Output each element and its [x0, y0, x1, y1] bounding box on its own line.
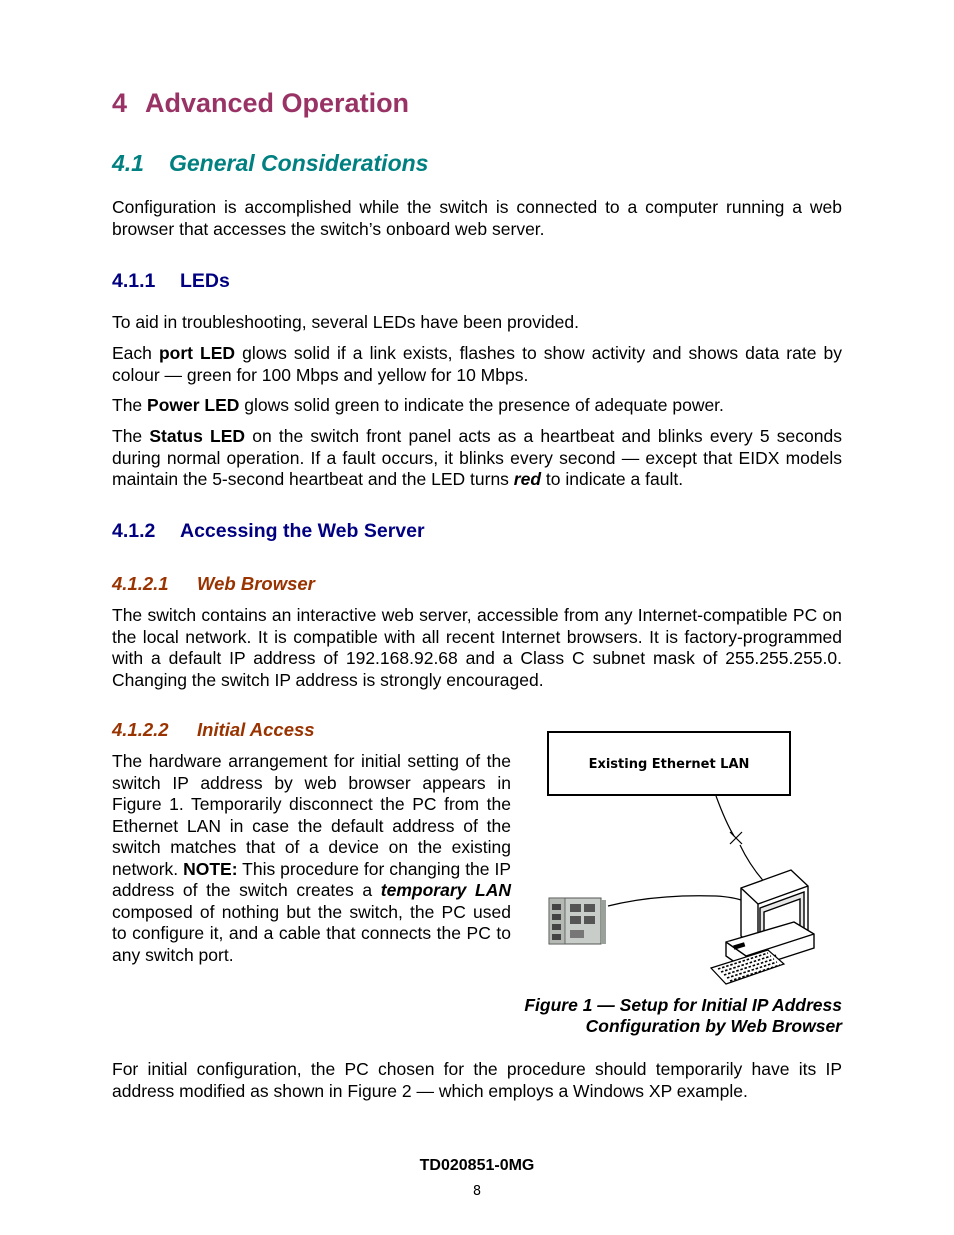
switch-cable — [608, 896, 758, 912]
status-led-term: Status LED — [149, 426, 246, 446]
port-led-term: port LED — [158, 343, 236, 363]
section-heading — [112, 150, 428, 177]
web-server-heading — [112, 520, 425, 543]
note-label: NOTE: — [183, 858, 238, 879]
web-browser-number: 4.1.2.1 — [112, 573, 169, 594]
disconnect-icon — [730, 832, 742, 844]
chapter-number: 4 — [112, 88, 128, 118]
figure-caption-line-1: Figure 1 — Setup for Initial IP Address — [524, 995, 842, 1015]
web-browser-heading — [112, 573, 315, 595]
setup-figure — [546, 728, 818, 990]
initial-access-number: 4.1.2.2 — [112, 719, 169, 740]
web-browser-paragraph: The switch contains an interactive web server, accessible from any Internet-compatible PC on the local network. It is compatible with all recent Internet browsers. It is factory-programmed with a default IP address of 192.168.92.68 and a Class C subnet mask of 255.255.255.0. Changing the switch IP address is strongly encouraged. — [112, 605, 842, 690]
initial-access-title: Initial Access — [197, 719, 315, 740]
section-number: 4.1 — [112, 150, 144, 176]
footer-doc-id: TD020851-0MG — [419, 1157, 535, 1174]
switch-device-icon — [549, 898, 606, 944]
chapter-title: Advanced Operation — [145, 88, 410, 118]
temporary-lan-emphasis: temporary LAN — [380, 880, 511, 900]
page-number: 8 — [472, 1184, 482, 1199]
figure-caption-line-2: Configuration by Web Browser — [585, 1016, 842, 1036]
power-led-term: Power LED — [147, 395, 240, 415]
initial-access-paragraph: The hardware arrangement for initial setting of the switch IP address by web browser appears in Figure 1. Temporarily disconnect the PC from the Ethernet LAN in case the default address of the switch matches that of a device on the existing network. NOTE: This procedure for changing the IP address of the switch creates a temporary LAN composed of nothing but the switch, the PC used to configure it, and a cable that connects the PC to any switch port. — [112, 751, 511, 965]
leds-paragraph-3: The Power LED glows solid green to indicate the presence of adequate power. — [112, 395, 724, 415]
leds-number: 4.1.1 — [112, 270, 156, 292]
leds-paragraph-2: Each port LED glows solid if a link exists, flashes to show activity and shows data rate by colour — green for 100 Mbps and yellow for 10 Mbps. — [112, 343, 843, 385]
web-server-number: 4.1.2 — [112, 520, 156, 542]
red-emphasis: red — [513, 469, 542, 489]
existing-lan-label: Existing Ethernet LAN — [588, 757, 750, 772]
initial-access-heading — [112, 719, 315, 741]
web-browser-title: Web Browser — [197, 573, 315, 594]
leds-title: LEDs — [180, 270, 230, 292]
closing-paragraph: For initial configuration, the PC chosen for the procedure should temporarily have its IP address modified as shown in Figure 2 — which employs a Windows XP example. — [112, 1059, 842, 1101]
figure-caption — [422, 995, 842, 1037]
lan-cable — [716, 796, 768, 886]
web-server-title: Accessing the Web Server — [180, 520, 425, 542]
leds-paragraph-4: The Status LED on the switch front panel acts as a heartbeat and blinks every 5 seconds during normal operation. If a fault occurs, it blinks every second — except that EIDX models maintain the 5-second heartbeat and the LED turns red to indicate a fault. — [112, 426, 842, 489]
leds-heading — [112, 270, 230, 293]
section-title: General Considerations — [169, 150, 429, 176]
chapter-heading — [112, 88, 409, 119]
leds-paragraph-1: To aid in troubleshooting, several LEDs have been provided. — [112, 312, 579, 332]
intro-paragraph: Configuration is accomplished while the switch is connected to a computer running a web browser that accesses the switch’s onboard web server. — [112, 197, 842, 239]
